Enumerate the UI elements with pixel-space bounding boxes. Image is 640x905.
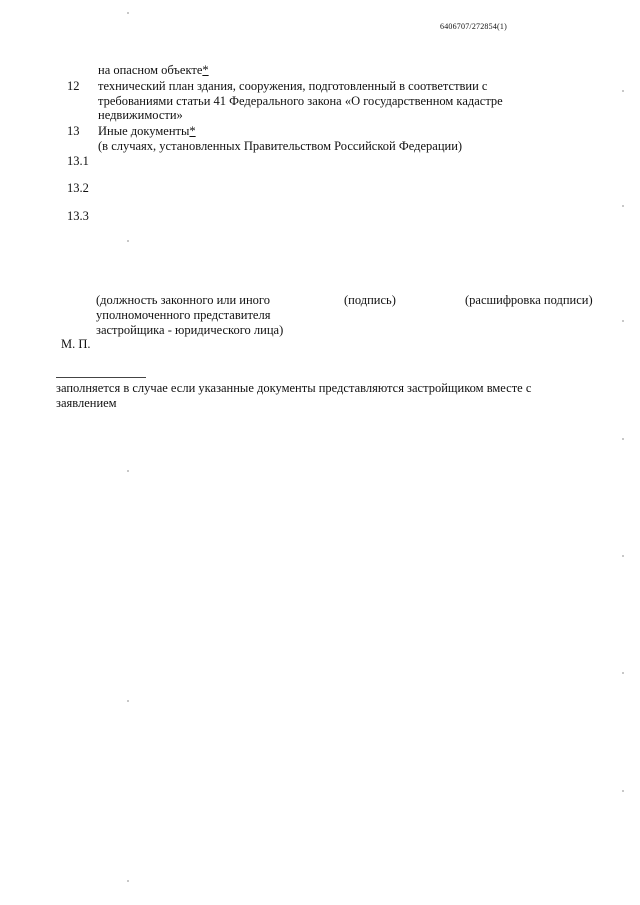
signature-decoding-caption: (расшифровка подписи) (465, 293, 593, 307)
position-caption-line-1: (должность законного или иного (96, 293, 270, 307)
scan-speck (622, 672, 624, 674)
hazard-asterisk: * (202, 63, 209, 77)
scan-speck (127, 12, 129, 14)
scan-speck (622, 320, 624, 322)
scan-speck (622, 205, 624, 207)
item-13-asterisk: * (189, 124, 196, 138)
scan-speck (622, 555, 624, 557)
footnote-line-1: заполняется в случае если указанные документы представляются застройщиком вместе с (56, 381, 532, 395)
hazard-object-line (98, 63, 209, 78)
item-12-number: 12 (67, 79, 80, 93)
seal-place-label: М. П. (61, 337, 91, 351)
position-caption-line-3: застройщика - юридического лица) (96, 323, 284, 337)
signature-caption: (подпись) (344, 293, 396, 307)
scan-speck (127, 240, 129, 242)
item-13-line-2: (в случаях, установленных Правительством Российской Федерации) (98, 139, 463, 153)
document-id: 6406707/272854(1) (440, 22, 507, 31)
scan-speck (127, 700, 129, 702)
item-13-number: 13 (67, 124, 80, 138)
scan-speck (622, 790, 624, 792)
item-12-line-1: технический план здания, сооружения, подготовленный в соответствии с (98, 79, 488, 93)
footnote-separator (56, 377, 146, 378)
item-13-3-number: 13.3 (67, 209, 89, 223)
item-13-2-number: 13.2 (67, 181, 89, 195)
item-13-line-1 (98, 124, 196, 139)
item-13-title: Иные документы (98, 124, 190, 138)
scan-speck (127, 880, 129, 882)
position-caption-line-2: уполномоченного представителя (96, 308, 271, 322)
item-13-1-number: 13.1 (67, 154, 89, 168)
scan-speck (622, 90, 624, 92)
hazard-object-text: на опасном объекте (98, 63, 203, 77)
scan-speck (622, 438, 624, 440)
scan-speck (127, 470, 129, 472)
footnote-line-2: заявлением (56, 396, 117, 410)
item-12-line-2: требованиями статьи 41 Федерального закона «О государственном кадастре (98, 94, 503, 108)
item-12-line-3: недвижимости» (98, 108, 183, 122)
